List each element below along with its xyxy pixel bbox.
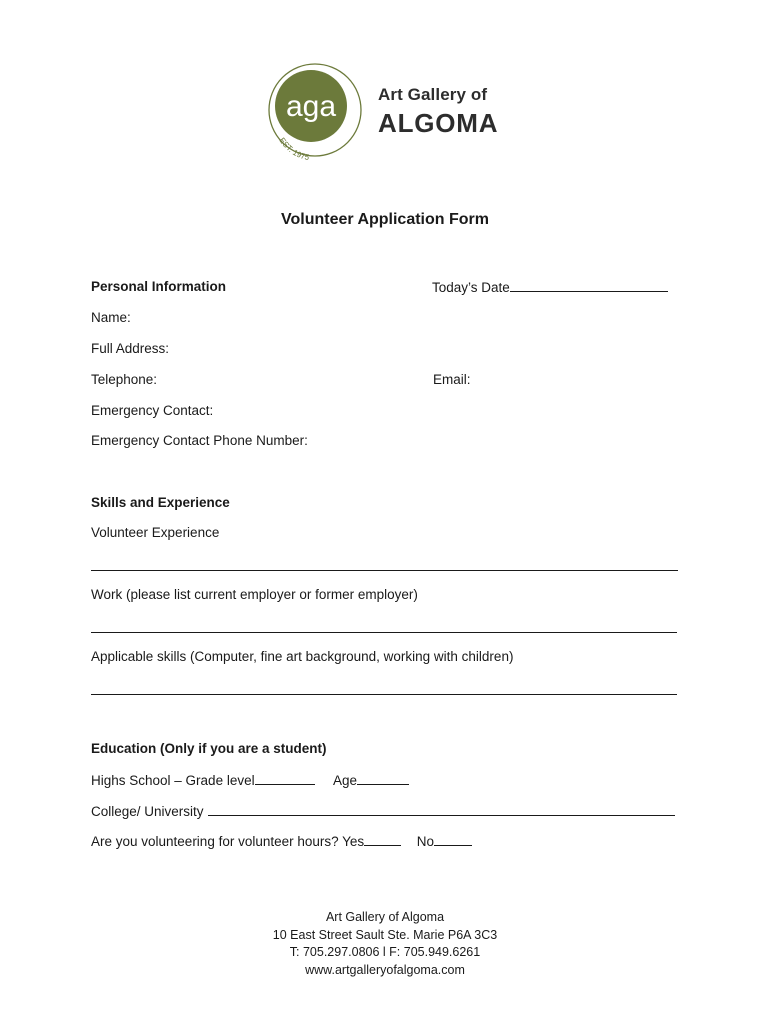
telephone-label: Telephone:	[91, 372, 158, 387]
form-title: Volunteer Application Form	[280, 211, 489, 228]
logo-established: EST. 1975	[277, 135, 310, 162]
college-field[interactable]	[91, 803, 675, 820]
grade-level-blank[interactable]	[255, 772, 315, 785]
age-blank[interactable]	[357, 772, 409, 785]
age-field[interactable]	[333, 772, 409, 789]
logo-name-line2: ALGOMA	[378, 108, 499, 138]
education-heading: Education (Only if you are a student)	[91, 741, 327, 756]
volunteer-hours-no-blank[interactable]	[434, 833, 472, 846]
emergency-contact-label: Emergency Contact:	[91, 403, 214, 418]
work-label: Work (please list current employer or former employer)	[91, 587, 418, 602]
volunteer-experience-line[interactable]	[91, 570, 678, 571]
work-line[interactable]	[91, 632, 677, 633]
high-school-label: Highs School – Grade level	[91, 773, 255, 788]
footer-website[interactable]: www.artgalleryofalgoma.com	[305, 962, 465, 977]
name-label: Name:	[91, 310, 131, 325]
todays-date-label: Today’s Date	[432, 280, 510, 295]
logo-name-line1: Art Gallery of	[378, 85, 488, 104]
college-label: College/ University	[91, 804, 204, 819]
todays-date-blank[interactable]	[510, 279, 668, 292]
skills-heading: Skills and Experience	[91, 495, 230, 510]
footer-org: Art Gallery of Algoma	[325, 910, 445, 924]
age-label: Age	[333, 773, 358, 788]
volunteer-experience-label: Volunteer Experience	[91, 525, 220, 540]
todays-date-field[interactable]	[432, 279, 668, 296]
logo-seal-graphic	[265, 60, 365, 164]
volunteer-hours-label: Are you volunteering for volunteer hours? Yes	[91, 834, 365, 849]
volunteer-hours-yes-blank[interactable]	[364, 833, 401, 846]
applicable-skills-line[interactable]	[91, 694, 677, 695]
email-label: Email:	[433, 372, 471, 387]
applicable-skills-label: Applicable skills (Computer, fine art background, working with children)	[91, 649, 514, 664]
volunteer-hours-field[interactable]	[91, 833, 472, 850]
personal-info-heading: Personal Information	[91, 279, 227, 294]
footer	[0, 909, 770, 979]
college-blank[interactable]	[208, 803, 675, 816]
address-label: Full Address:	[91, 341, 170, 356]
logo-seal	[265, 60, 365, 164]
footer-address: 10 East Street Sault Ste. Marie P6A 3C3	[272, 927, 498, 942]
volunteer-hours-no-label: No	[416, 834, 434, 849]
emergency-phone-label: Emergency Contact Phone Number:	[91, 433, 308, 448]
footer-phone-fax: T: 705.297.0806 l F: 705.949.6261	[289, 945, 481, 959]
high-school-field[interactable]	[91, 772, 315, 789]
logo-monogram: aga	[285, 90, 337, 123]
